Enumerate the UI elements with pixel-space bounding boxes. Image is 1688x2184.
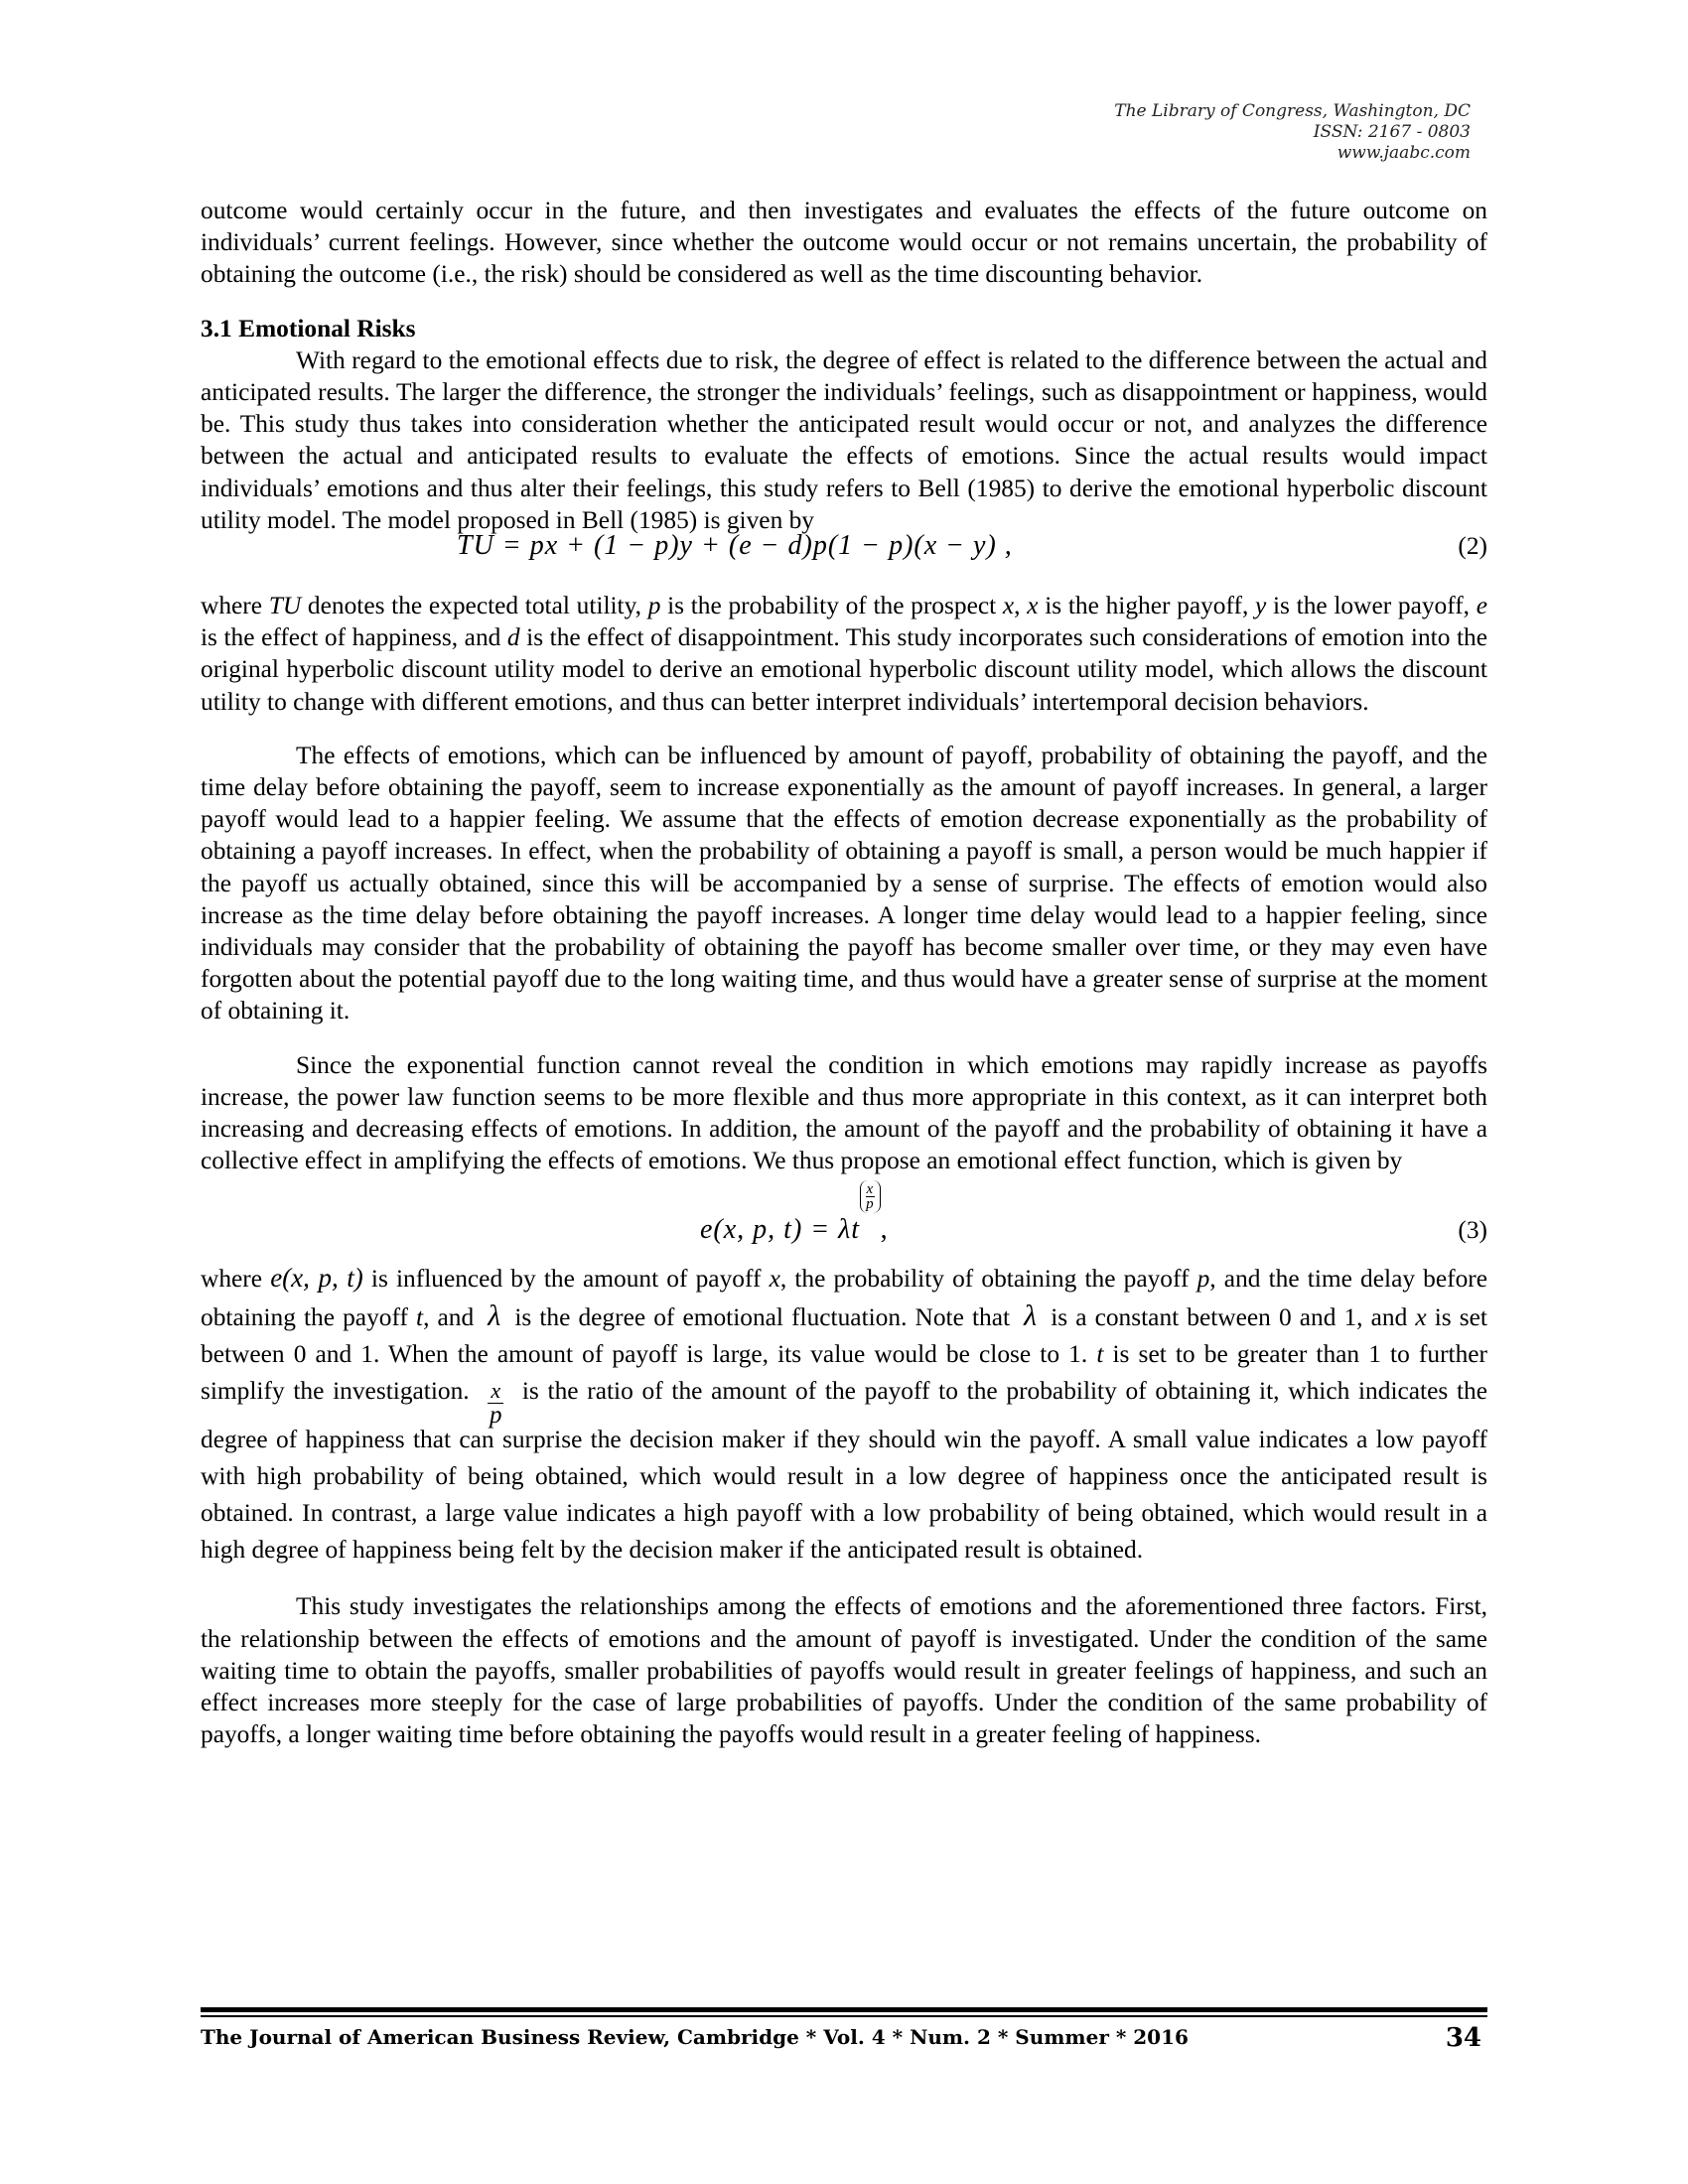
paragraph-emotion-effects: The effects of emotions, which can be influenced by amount of payoff, probability of obtaining the payoff, and the time delay before obtaining the payoff, seem to increase exponentially as the amount of payoff increases. In general, a larger payoff would lead to a happier feeling. We assume that the effects of emotion decrease exponentially as the probability of obtaining a payoff increases. In effect, when the probability of obtaining a payoff is small, a person would be much happier if the payoff us actually obtained, since this will be accompanied by a sense of surprise. The effects of emotion would also increase as the time delay before obtaining the payoff increases. A longer time delay would lead to a happier feeling, since individuals may consider that the probability of obtaining the payoff has become smaller over time, or they may even have forgotten about the potential payoff due to the long waiting time, and thus would have a greater sense of surprise at the moment of obtaining it. bbox=[201, 741, 1487, 1025]
section-heading: 3.1 Emotional Risks bbox=[201, 314, 416, 342]
equation-2-number: (2) bbox=[1458, 532, 1487, 561]
header-library: The Library of Congress, Washington, DC bbox=[1114, 101, 1471, 121]
equation-3-expression: e(x, p, t) = λt $\frac{x}{p}$ , bbox=[700, 1181, 889, 1246]
footer-rule bbox=[201, 2007, 1487, 2017]
intro-paragraph: outcome would certainly occur in the future, and then investigates and evaluates the effects of the future outcome on individuals’ current feelings. However, since whether the outcome would occur or not remains uncertain, the probability of obtaining the outcome (i.e., the risk) should be considered as well as the time discounting behavior. bbox=[201, 197, 1487, 289]
equation-2-rhs: = px + (1 − p)y + (e − d)p(1 − p)(x − y) , bbox=[501, 530, 1013, 562]
page-body bbox=[201, 195, 1487, 1751]
running-header bbox=[1114, 101, 1471, 164]
header-issn: ISSN: 2167 - 0803 bbox=[1313, 122, 1471, 142]
ratio-x-over-p: $\frac{x}{p}$ bbox=[489, 1378, 502, 1430]
paragraph-power-law: Since the exponential function cannot reveal the condition in which emotions may rapidly increase as payoffs increase, the power law function seems to be more flexible and thus more appropriate in this context, as it can interpret both increasing and decreasing effects of emotions. In addition, the amount of the payoff and the probability of obtaining it have a collective effect in amplifying the effects of emotions. We thus propose an emotional effect function, which is given by bbox=[201, 1050, 1487, 1175]
paragraph-tu-definition: where TU denotes the expected total utility, p is the probability of the prospect x, x is the higher payoff, y is the lower payoff, e is the effect of happiness, and d is the effect of disappointment. This study incorporates such considerations of emotion into the original hyperbolic discount utility model to derive an emotional hyperbolic discount utility model, which allows the discount utility to change with different emotions, and thus can better interpret individuals’ intertemporal decision behaviors. bbox=[201, 592, 1488, 716]
paragraph-emotional-risks: With regard to the emotional effects due to risk, the degree of effect is related to the difference between the actual and anticipated results. The larger the difference, the stronger the individuals’ feelings, such as disappointment or happiness, would be. This study thus takes into consideration whether the anticipated result would occur or not, and analyzes the difference between the actual and anticipated results to evaluate the effects of emotions. Since the actual results would impact individuals’ emotions and thus alter their feelings, this study refers to Bell (1985) to derive the emotional hyperbolic discount utility model. The model proposed in Bell (1985) is given by bbox=[201, 345, 1487, 534]
equation-3-lhs: e(x, p, t) = λt bbox=[700, 1214, 861, 1246]
equation-3-number: (3) bbox=[1458, 1216, 1487, 1245]
paragraph-effect-function-definition: where e(x, p, t) is influenced by the amount of payoff x, the probability of obtaining the payoff p, and the time delay before obtaining the payoff t, and λ is the degree of emotional fluctuation. Note that λ is a constant between 0 and 1, and x is set between 0 and 1. When the amount of payoff is large, its value would be close to 1. t is set to be greater than 1 to further simplify the investigation. $\frac{x}{p}$ is the ratio of the amount of the payoff to the probability of obtaining it, which indicates the degree of happiness that can surprise the decision maker if they should win the payoff. A small value indicates a low payoff with high probability of being obtained, which would result in a low degree of happiness once the anticipated result is obtained. In contrast, a large value indicates a high payoff with a low probability of being obtained, which would result in a high degree of happiness being felt by the decision maker if the anticipated result is obtained. bbox=[201, 1263, 1488, 1565]
paragraph-relationships: This study investigates the relationships among the effects of emotions and the aforementioned three factors. First, the relationship between the effects of emotions and the amount of payoff is investigated. Under the condition of the same waiting time to obtain the payoffs, smaller probabilities of payoffs would result in greater feelings of happiness, and such an effect increases more steeply for the case of large probabilities of payoffs. Under the condition of the same probability of payoffs, a longer waiting time before obtaining the payoffs would result in a greater feeling of happiness. bbox=[201, 1592, 1487, 1749]
equation-2-expression bbox=[457, 530, 1013, 562]
page-footer bbox=[201, 2023, 1487, 2053]
equation-3 bbox=[201, 1176, 1487, 1254]
page-number: 34 bbox=[1445, 2023, 1481, 2053]
footer-journal-info: The Journal of American Business Review, Cambridge * Vol. 4 * Num. 2 * Summer * 2016 bbox=[201, 2025, 1189, 2049]
header-website: www.jaabc.com bbox=[1336, 143, 1471, 163]
equation-2-lhs: TU bbox=[457, 530, 494, 562]
equation-2 bbox=[201, 530, 1487, 570]
equation-3-exponent: $\frac{x}{p}$ bbox=[860, 1180, 881, 1213]
